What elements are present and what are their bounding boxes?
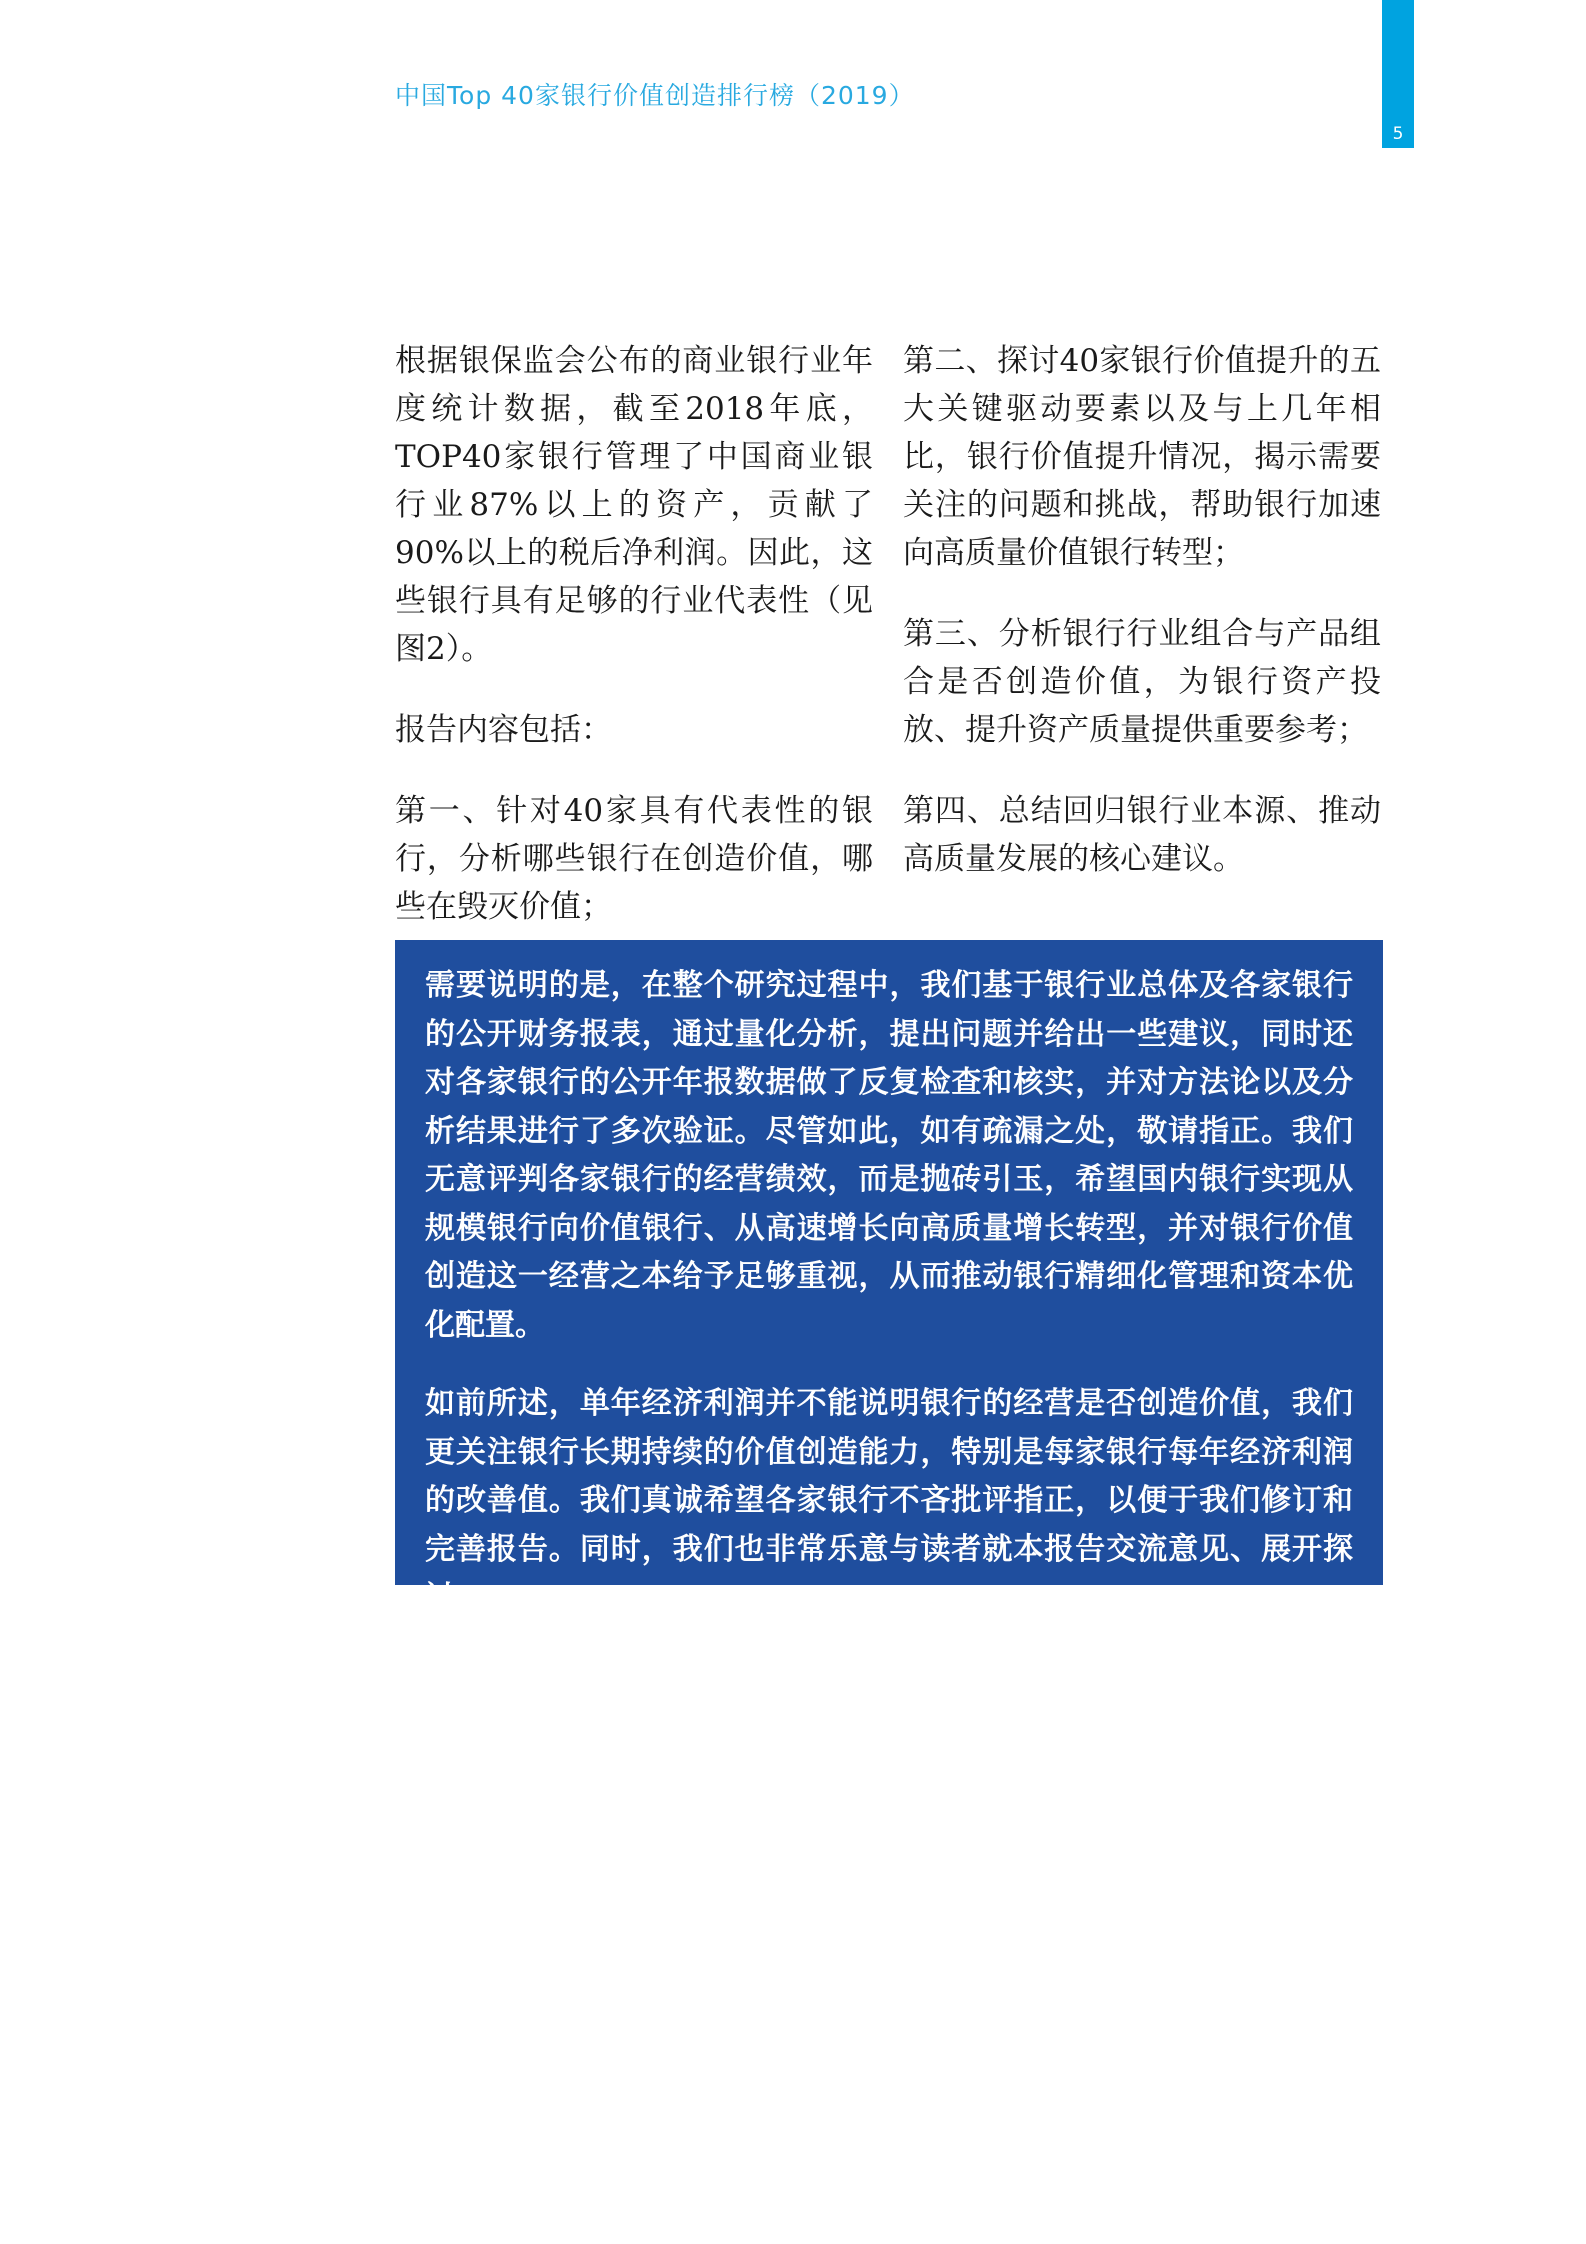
- running-header-title: 中国Top 40家银行价值创造排行榜（2019）: [395, 81, 915, 110]
- paragraph-data-coverage: 根据银保监会公布的商业银行业年度统计数据，截至2018年底，TOP40家银行管理了中国商业银行业87%以上的资产，贡献了90%以上的税后净利润。因此，这些银行具有足够的行业代表性（见图2）。: [395, 343, 873, 667]
- left-text-column: [395, 337, 873, 964]
- page-number-tab: [1382, 0, 1414, 148]
- note-paragraph-methodology: 需要说明的是，在整个研究过程中，我们基于银行业总体及各家银行的公开财务报表，通过量化分析，提出问题并给出一些建议，同时还对各家银行的公开年报数据做了反复检查和核实，并对方法论以及分析结果进行了多次验证。尽管如此，如有疏漏之处，敬请指正。我们无意评判各家银行的经营绩效，而是抛砖引玉，希望国内银行实现从规模银行向价值银行、从高速增长向高质量增长转型，并对银行价值创造这一经营之本给予足够重视，从而推动银行精细化管理和资本优化配置。: [425, 968, 1353, 1343]
- paragraph-point-three: 第三、分析银行行业组合与产品组合是否创造价值，为银行资产投放、提升资产质量提供重要参考；: [903, 616, 1381, 748]
- disclaimer-note-box: [395, 940, 1383, 1615]
- right-text-column: [903, 337, 1381, 916]
- page-number: 5: [1392, 124, 1404, 144]
- note-paragraph-feedback: 如前所述，单年经济利润并不能说明银行的经营是否创造价值，我们更关注银行长期持续的价值创造能力，特别是每家银行每年经济利润的改善值。我们真诚希望各家银行不吝批评指正，以便于我们修订和完善报告。同时，我们也非常乐意与读者就本报告交流意见、展开探讨。: [425, 1386, 1353, 1615]
- paragraph-point-one: 第一、针对40家具有代表性的银行，分析哪些银行在创造价值，哪些在毁灭价值；: [395, 793, 873, 925]
- paragraph-report-contents-intro: 报告内容包括：: [395, 712, 612, 748]
- paragraph-point-four: 第四、总结回归银行业本源、推动高质量发展的核心建议。: [903, 793, 1381, 877]
- paragraph-point-two: 第二、探讨40家银行价值提升的五大关键驱动要素以及与上几年相比，银行价值提升情况，揭示需要关注的问题和挑战，帮助银行加速向高质量价值银行转型；: [903, 343, 1381, 571]
